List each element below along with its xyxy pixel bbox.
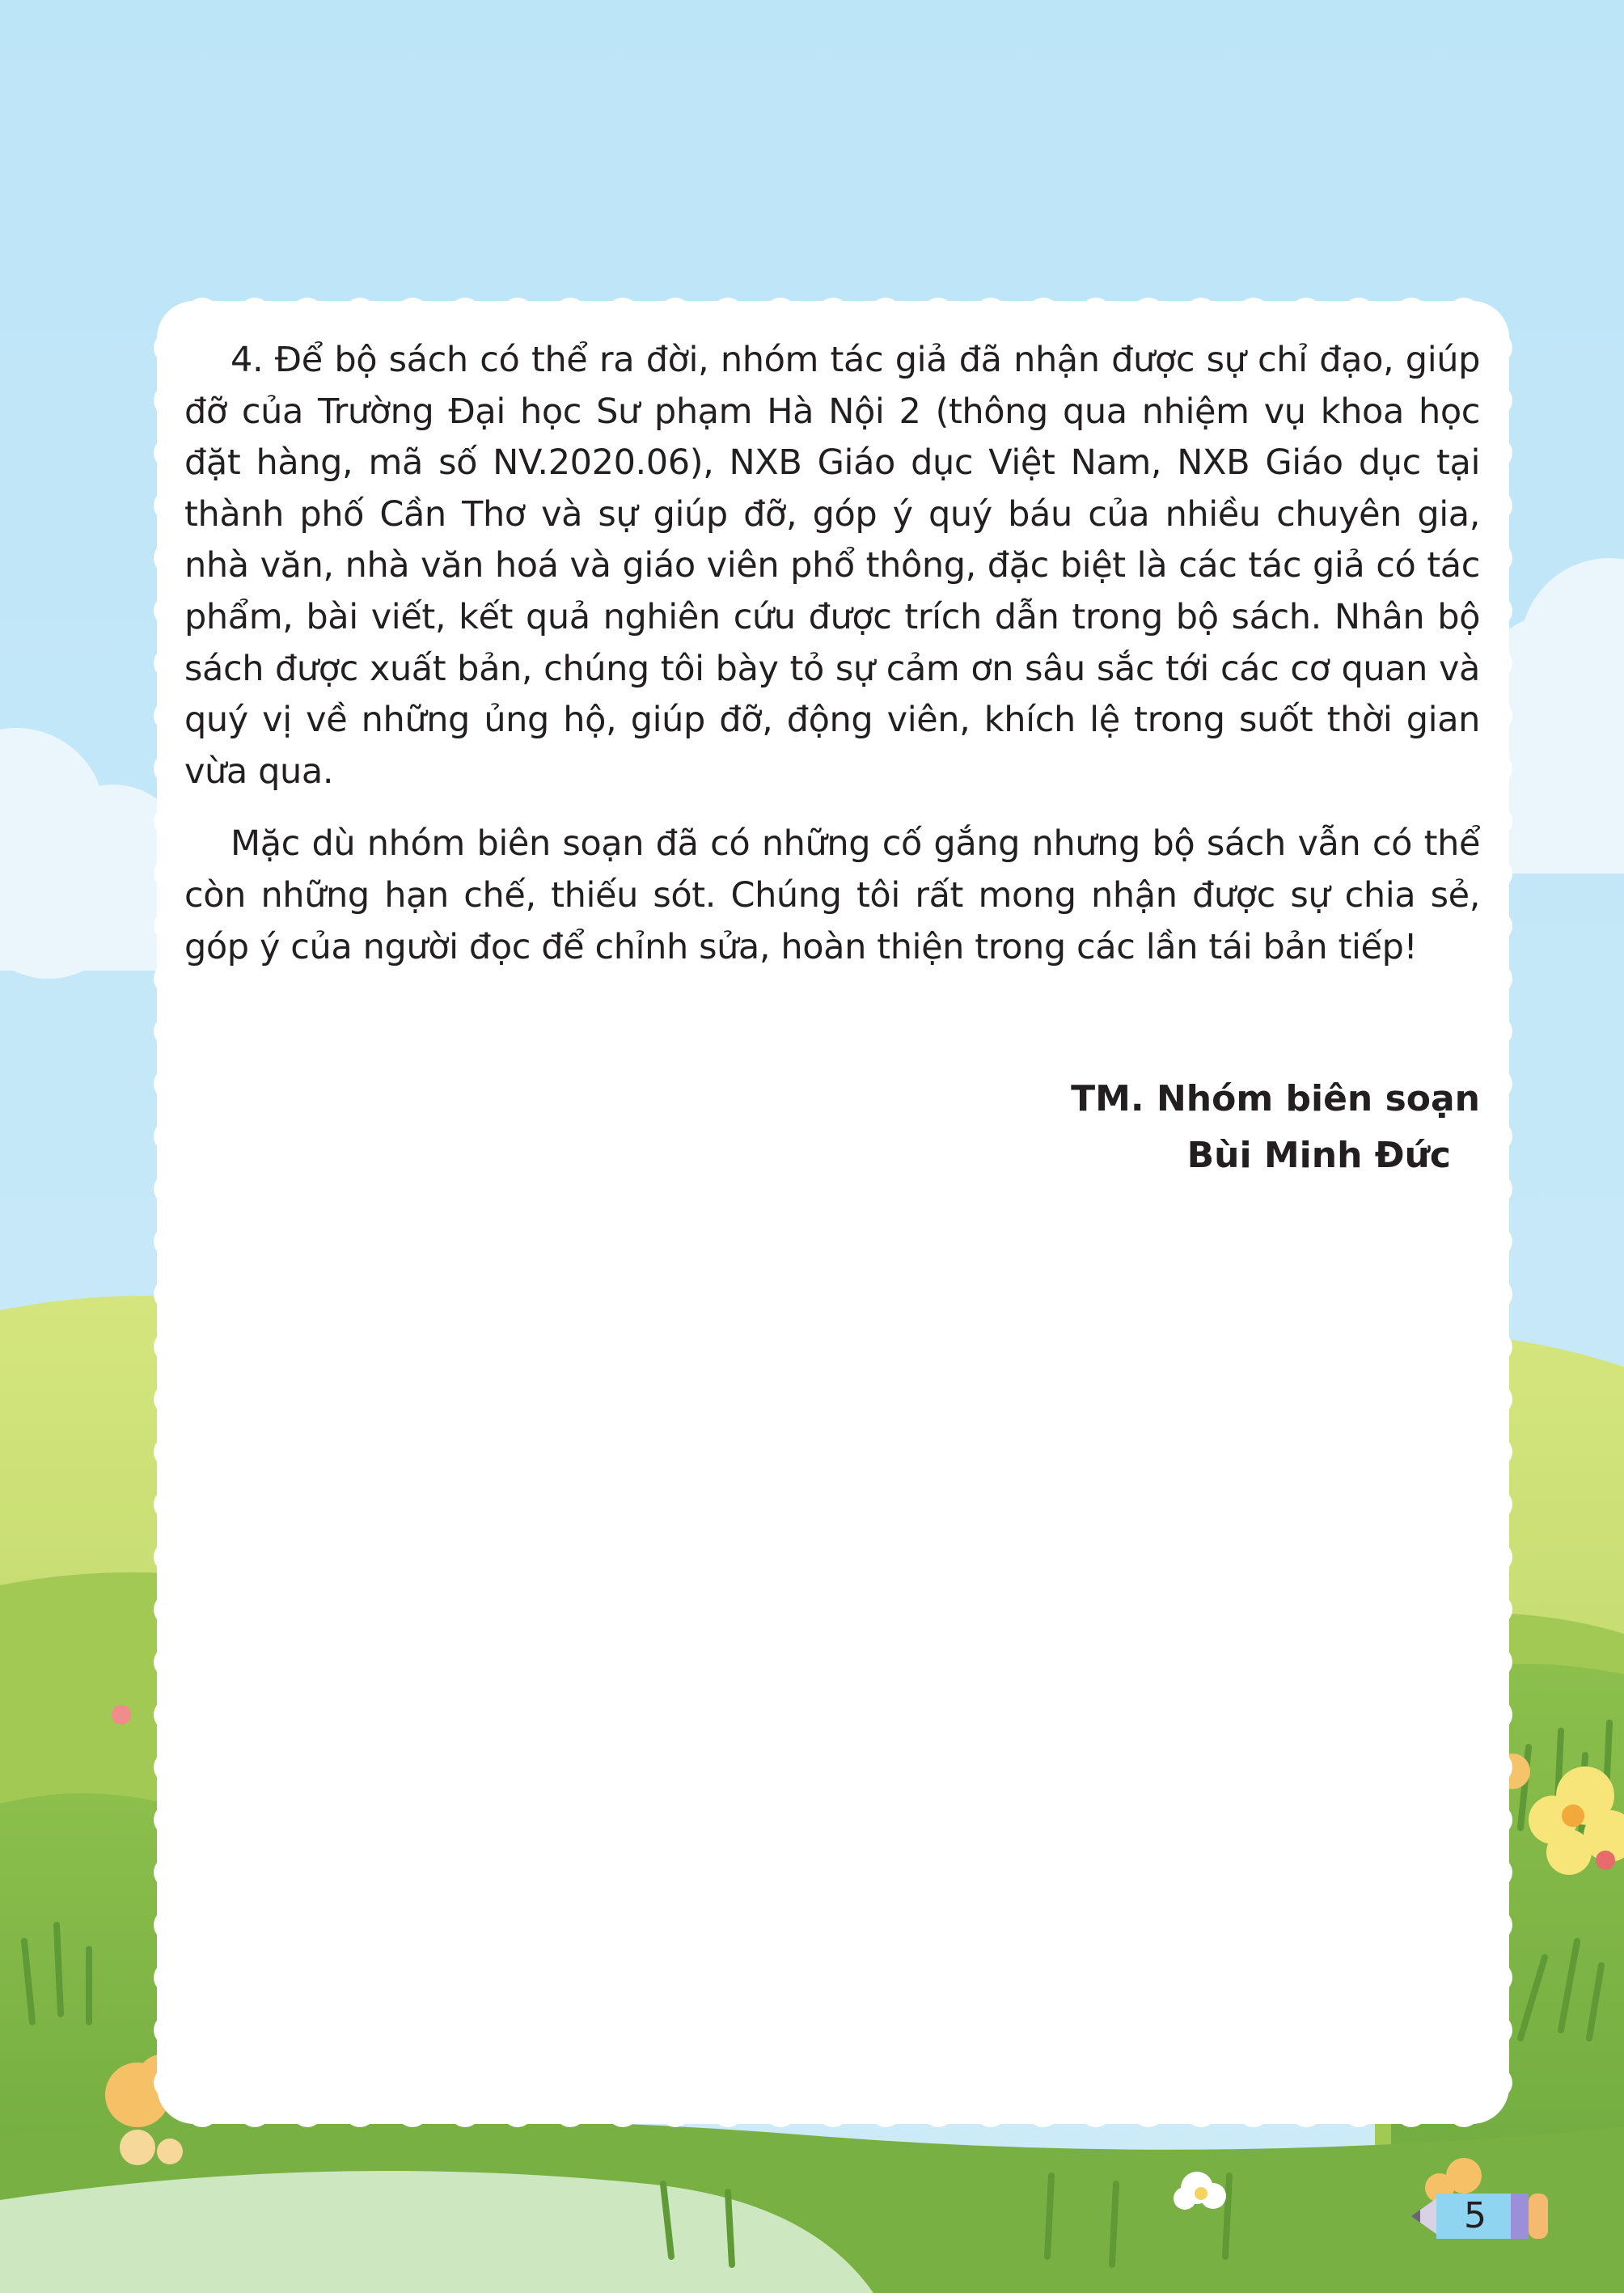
paragraph-acknowledgement: 4. Để bộ sách có thể ra đời, nhóm tác giả đã nhận được sự chỉ đạo, giúp đỡ của Trường Đại học Sư phạm Hà Nội 2 (thông qua nhiệm vụ khoa học đặt hàng, mã số NV.2020.06), NXB Giáo dục Việt Nam, NXB Giáo dục tại thành phố Cần Thơ và sự giúp đỡ, góp ý quý báu của nhiều chuyên gia, nhà văn, nhà văn hoá và giáo viên phổ thông, đặc biệt là các tác giả có tác phẩm, bài viết, kết quả nghiên cứu được trích dẫn trong bộ sách. Nhân bộ sách được xuất bản, chúng tôi bày tỏ sự cảm ơn sâu sắc tới các cơ quan và quý vị về những ủng hộ, giúp đỡ, động viên, khích lệ trong suốt thời gian vừa qua. bbox=[184, 340, 1480, 792]
body-text bbox=[184, 335, 1480, 973]
page-number: 5 bbox=[1464, 2195, 1487, 2236]
paragraph-feedback-request: Mặc dù nhóm biên soạn đã có những cố gắng nhưng bộ sách vẫn có thể còn những hạn chế, thiếu sót. Chúng tôi rất mong nhận được sự chia sẻ, góp ý của người đọc để chỉnh sửa, hoàn thiện trong các lần tái bản tiếp! bbox=[184, 823, 1480, 967]
content-card bbox=[157, 301, 1509, 2124]
signature-block bbox=[752, 1071, 1480, 1184]
signature-name: Bùi Minh Đức bbox=[1186, 1135, 1451, 1176]
signature-group: TM. Nhóm biên soạn bbox=[1071, 1078, 1480, 1119]
